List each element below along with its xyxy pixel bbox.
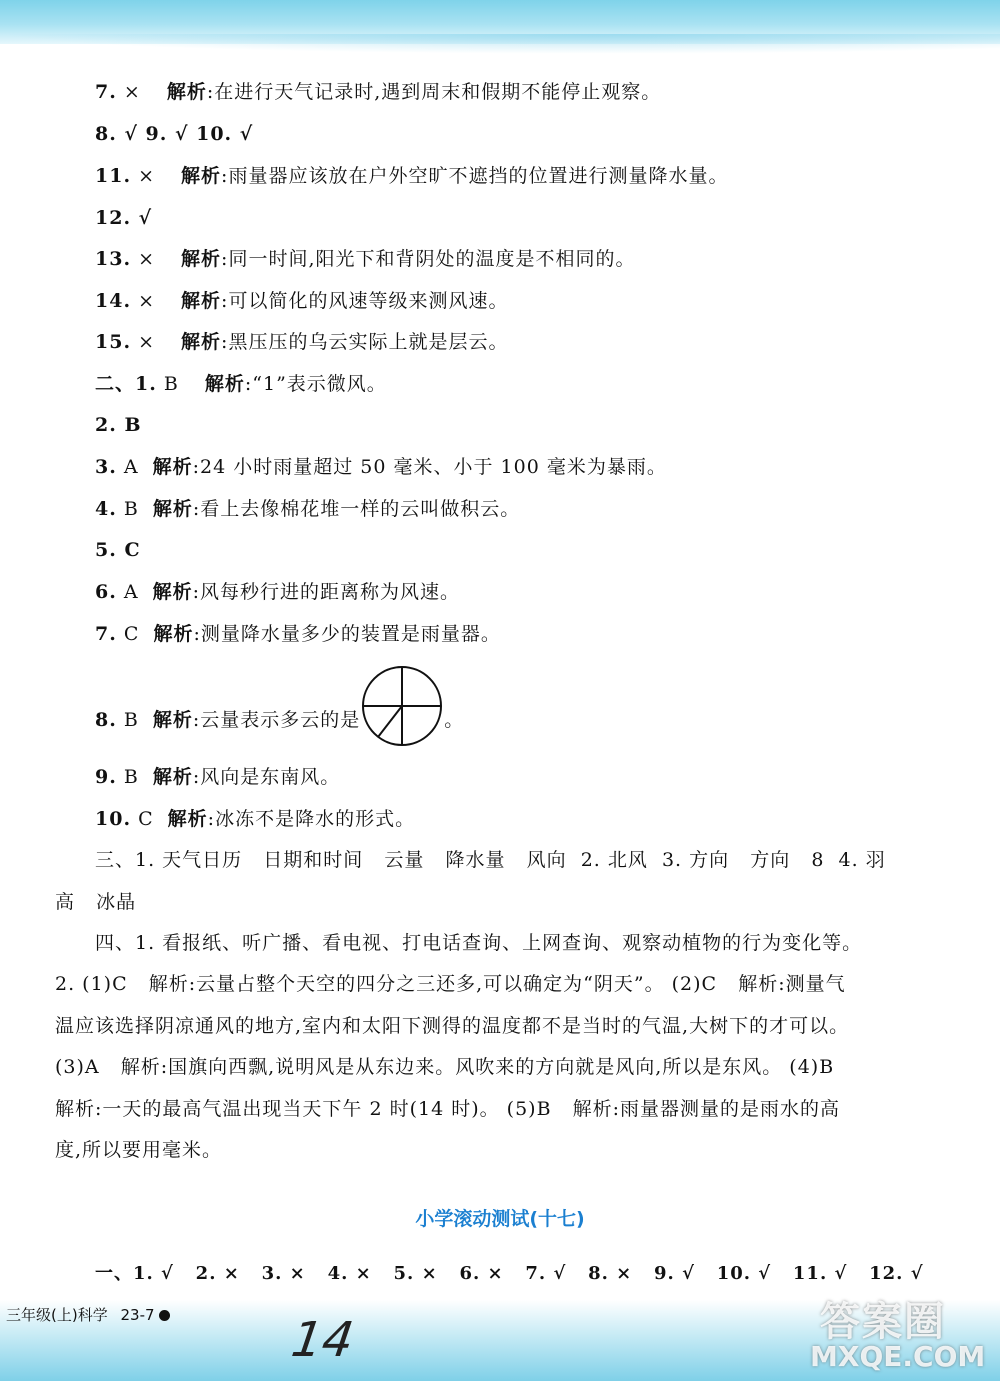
section-4-line-3: 温应该选择阴凉通风的地方,室内和太阳下测得的温度都不是当时的气温,大树下的才可以。 (55, 1015, 850, 1037)
analysis-label: 解析 (204, 373, 245, 395)
answer-mark: × (138, 290, 156, 312)
section-3-line-1: 三、1. 天气日历 日期和时间 云量 降水量 风向 2. 北风 3. 方向 方向 8 4. 羽 (95, 849, 886, 871)
analysis-text: :在进行天气记录时,遇到周末和假期不能停止观察。 (206, 81, 662, 103)
answer-line-12: 12. √ (95, 207, 153, 229)
analysis-label: 解析 (152, 581, 193, 603)
analysis-text: :24 小时雨量超过 50 毫米、小于 100 毫米为暴雨。 (192, 456, 667, 478)
answer-line-11 (95, 164, 728, 188)
analysis-label: 解析 (153, 623, 194, 645)
answer-line-s2-1 (95, 372, 387, 396)
next-section-title: 小学滚动测试(十七) (415, 1208, 585, 1230)
handwritten-page-number: 14 (288, 1312, 358, 1368)
watermark-en: MXQE.COM (810, 1340, 986, 1373)
answer-mark: C (138, 808, 154, 830)
analysis-text: :同一时间,阳光下和背阴处的温度是不相同的。 (221, 248, 636, 270)
answer-mark: C (123, 623, 140, 645)
section-3-line-2: 高 冰晶 (55, 891, 137, 913)
answer-mark: × (138, 331, 156, 353)
footer-grade: 三年级(上)科学 (6, 1306, 108, 1324)
answers-row: 一、1. √ 2. × 3. × 4. × 5. × 6. × 7. √ 8. × 9. √ 10. √ 11. √ 12. √ (95, 1263, 924, 1284)
answer-mark: × (138, 248, 156, 270)
answer-mark: × (138, 165, 156, 187)
answer-line-s2-4 (95, 497, 520, 521)
analysis-text: :“1”表示微风。 (244, 373, 387, 395)
cloud-cover-pie-icon (360, 664, 444, 748)
answer-mark: B (123, 766, 139, 788)
analysis-text: :黑压压的乌云实际上就是层云。 (221, 331, 509, 353)
watermark-logo (800, 1290, 996, 1378)
item-number: 7. (95, 81, 117, 103)
analysis-label: 解析 (166, 81, 207, 103)
analysis-label: 解析 (181, 290, 222, 312)
item-number: 3. (95, 456, 117, 478)
section-4-line-2: 2. (1)C 解析:云量占整个天空的四分之三还多,可以确定为“阴天”。 (2)C 解析:测量气 (55, 973, 846, 995)
watermark-cn: 答案圈 (820, 1299, 946, 1345)
item-number: 14. (95, 290, 132, 312)
analysis-label: 解析 (152, 709, 193, 731)
answer-line-8-10: 8. √ 9. √ 10. √ (95, 123, 254, 145)
item-number: 15. (95, 331, 132, 353)
answer-mark: B (123, 498, 139, 520)
sentence-end: 。 (444, 709, 465, 731)
footer-page-code: 23-7 (120, 1306, 155, 1324)
analysis-label: 解析 (167, 808, 208, 830)
answer-mark: × (123, 81, 141, 103)
page-footer (6, 1304, 170, 1325)
answer-line-s2-2: 2. B (95, 414, 142, 436)
analysis-text: :雨量器应该放在户外空旷不遮挡的位置进行测量降水量。 (221, 165, 729, 187)
analysis-label: 解析 (181, 248, 222, 270)
answer-line-s2-6 (95, 580, 460, 604)
answer-line-13 (95, 247, 636, 271)
section-4-line-6: 度,所以要用毫米。 (55, 1139, 223, 1161)
item-number: 二、1. (95, 373, 157, 395)
analysis-label: 解析 (152, 498, 193, 520)
analysis-label: 解析 (152, 456, 193, 478)
analysis-text: :风每秒行进的距离称为风速。 (192, 581, 461, 603)
answer-line-s2-8 (95, 694, 464, 748)
answer-line-s2-3 (95, 455, 667, 479)
item-number: 7. (95, 623, 117, 645)
analysis-text: :冰冻不是降水的形式。 (207, 808, 416, 830)
analysis-label: 解析 (181, 331, 222, 353)
answer-line-15 (95, 330, 508, 354)
item-number: 4. (95, 498, 117, 520)
answer-line-s2-5: 5. C (95, 539, 141, 561)
section-4-line-1: 四、1. 看报纸、听广播、看电视、打电话查询、上网查询、观察动植物的行为变化等。 (95, 932, 863, 954)
analysis-text: :风向是东南风。 (192, 766, 341, 788)
answer-line-7 (95, 80, 661, 104)
analysis-text: :可以简化的风速等级来测风速。 (221, 290, 509, 312)
answer-mark: B (163, 373, 179, 395)
item-number: 10. (95, 808, 132, 830)
item-number: 6. (95, 581, 117, 603)
analysis-text: :云量表示多云的是 (192, 709, 361, 731)
section-4-line-4: (3)A 解析:国旗向西飘,说明风是从东边来。风吹来的方向就是风向,所以是东风。 (4)B (55, 1056, 835, 1078)
answer-mark: A (123, 456, 139, 478)
answer-line-s2-10 (95, 807, 415, 831)
analysis-text: :看上去像棉花堆一样的云叫做积云。 (192, 498, 521, 520)
answer-mark: A (123, 581, 139, 603)
item-number: 11. (95, 165, 132, 187)
item-number: 9. (95, 766, 117, 788)
answer-line-s2-9 (95, 765, 340, 789)
answer-mark: B (123, 709, 139, 731)
analysis-text: :测量降水量多少的装置是雨量器。 (193, 623, 501, 645)
analysis-label: 解析 (181, 165, 222, 187)
footer-dot-icon (159, 1310, 170, 1321)
answer-line-s2-7 (95, 622, 501, 646)
answer-line-14 (95, 289, 508, 313)
analysis-label: 解析 (152, 766, 193, 788)
top-decorative-band (0, 0, 1000, 44)
section-4-line-5: 解析:一天的最高气温出现当天下午 2 时(14 时)。 (5)B 解析:雨量器测量的是雨水的高 (55, 1098, 841, 1120)
item-number: 8. (95, 709, 117, 731)
item-number: 13. (95, 248, 132, 270)
